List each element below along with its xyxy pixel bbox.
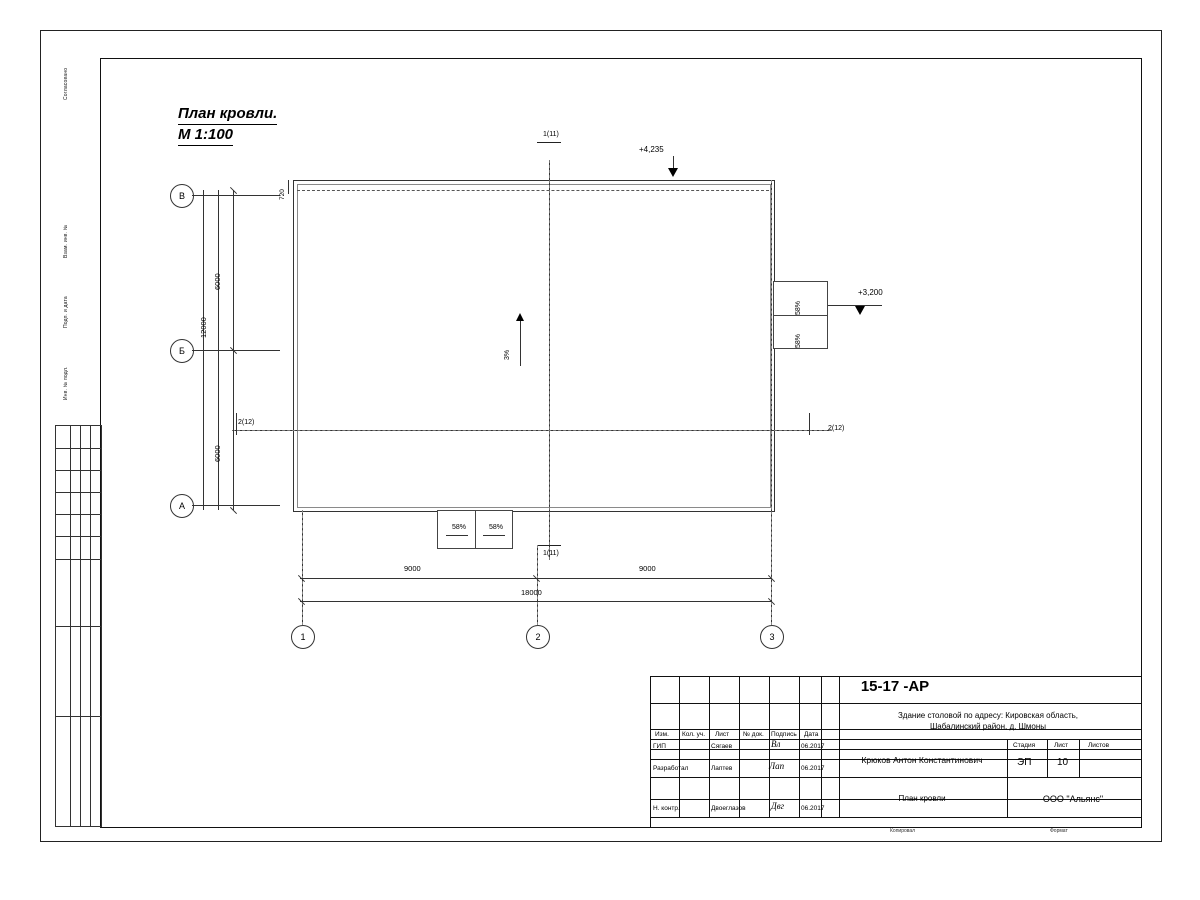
tb-col-list: Лист [715,731,730,738]
tb-sheet-name: План кровли [898,794,946,803]
axis-circle-1: 1 [291,625,315,649]
left-stamp-strip [55,425,102,827]
tb-object-line1: Здание столовой по адресу: Кировская область, [897,711,1079,720]
section-mark-bottom: 1(11) [543,550,559,557]
elevation-arrow-high-icon [668,168,678,177]
elevation-arrow-low-icon [855,306,865,315]
tb-row-sign-1: Вл [771,739,781,749]
section-line-horizontal [232,430,832,431]
tb-row-date-1: 06.2017 [801,743,825,750]
dim-line-vertical-total [203,190,204,510]
tb-stage-header-1: Лист [1054,742,1069,749]
axis-circle-3: 3 [760,625,784,649]
dim-vertical-total: 12000 [199,317,208,338]
tb-row-role-3: Н. контр. [653,805,680,812]
tb-row-sign-3: Двг [771,801,785,811]
roof-ridge-dashed-line [297,190,769,191]
plan-title-line2: М 1:100 [178,125,233,146]
axis-line-1 [302,510,303,625]
tb-footer-format: Формат [1050,828,1068,834]
tb-stage-header-0: Стадия [1013,742,1036,749]
canopy-bottom-slope-left: 58% [452,524,467,531]
slope-arrow-center-icon [516,313,524,321]
tb-row-role-1: ГИП [653,743,666,750]
canopy-bottom-arrow-left [446,535,468,536]
tb-col-ndok: № док. [743,731,764,738]
dim-horizontal-total: 18000 [521,588,542,597]
axis-line-a [192,505,280,506]
strip-label-soglasovano: Согласовано [63,67,69,100]
dim-horizontal-right: 9000 [639,564,656,573]
tb-drawing-code: 15-17 -АР [860,678,930,695]
axis-circle-v: В [170,184,194,208]
tb-row-name-2: Лаптев [711,765,733,772]
strip-label-vzam: Взам. инв. № [63,224,69,258]
axis-line-3 [771,180,772,625]
tb-col-data: Дата [804,731,819,738]
section-tick-right [809,413,810,435]
tb-organization: ООО "Альянс" [1042,794,1104,804]
tb-col-podpis: Подпись [771,731,797,738]
dim-vertical-top: 6000 [213,273,222,290]
dim-parapet-tick [288,180,289,194]
axis-line-b [192,350,280,351]
tb-col-izm: Изм. [655,731,669,738]
title-block [650,676,1142,828]
dim-line-vertical-outer [218,190,219,510]
tb-row-role-2: Разработал [653,765,689,772]
tb-person-name: Крюков Антон Константинович [861,755,983,765]
elevation-mark-high: +4,235 [639,145,664,154]
dim-parapet: 720 [279,189,286,200]
axis-circle-b: Б [170,339,194,363]
axis-circle-2: 2 [526,625,550,649]
section-mark-right: 2(12) [828,425,845,432]
canopy-bottom-slope-right: 58% [489,524,504,531]
canopy-right-slope-top: 58% [795,300,802,315]
tb-object-line2: Шабалинский район, д. Шмоны [929,722,1047,731]
elevation-mark-low: +3,200 [858,288,883,297]
section-tick-left [236,413,237,435]
tb-row-date-2: 06.2017 [801,765,825,772]
section-mark-left: 2(12) [238,419,255,426]
dim-vertical-bottom: 6000 [213,445,222,462]
slope-label-center: 3% [504,349,511,360]
strip-label-podp: Подп. и дата [63,296,69,328]
tb-row-name-1: Сягаев [711,743,733,750]
tb-stage-header-2: Листов [1088,742,1110,749]
axis-line-2 [537,545,538,625]
plan-title-line1: План кровли. [178,104,277,125]
tb-object-name [838,710,1138,732]
tb-row-sign-2: Лап [769,761,785,771]
tb-row-name-3: Двоеглазов [711,805,746,812]
elevation-leader-low [826,305,882,306]
strip-label-inv: Инв. № подл. [63,366,69,400]
slope-arrow-line-center [520,320,521,366]
section-mark-top: 1(11) [543,131,559,138]
roof-inner-outline [297,184,771,508]
tb-stage-value-1: 10 [1057,757,1069,768]
axis-line-v [192,195,280,196]
section-tick-top [537,142,561,143]
dim-line-horizontal-total [300,601,772,602]
canopy-bottom-arrow-right [483,535,505,536]
section-line-vertical [549,160,550,560]
plan-title [178,104,277,146]
axis-circle-a: А [170,494,194,518]
tb-stage-value-0: ЭП [1017,757,1032,768]
canopy-right-slope-bottom: 58% [795,333,802,348]
dim-horizontal-left: 9000 [404,564,421,573]
tb-col-koluch: Кол. уч. [682,731,706,738]
section-tick-bottom [537,545,561,546]
tb-footer-kopiroval: Копировал [890,828,916,834]
tb-row-date-3: 06.2017 [801,805,825,812]
